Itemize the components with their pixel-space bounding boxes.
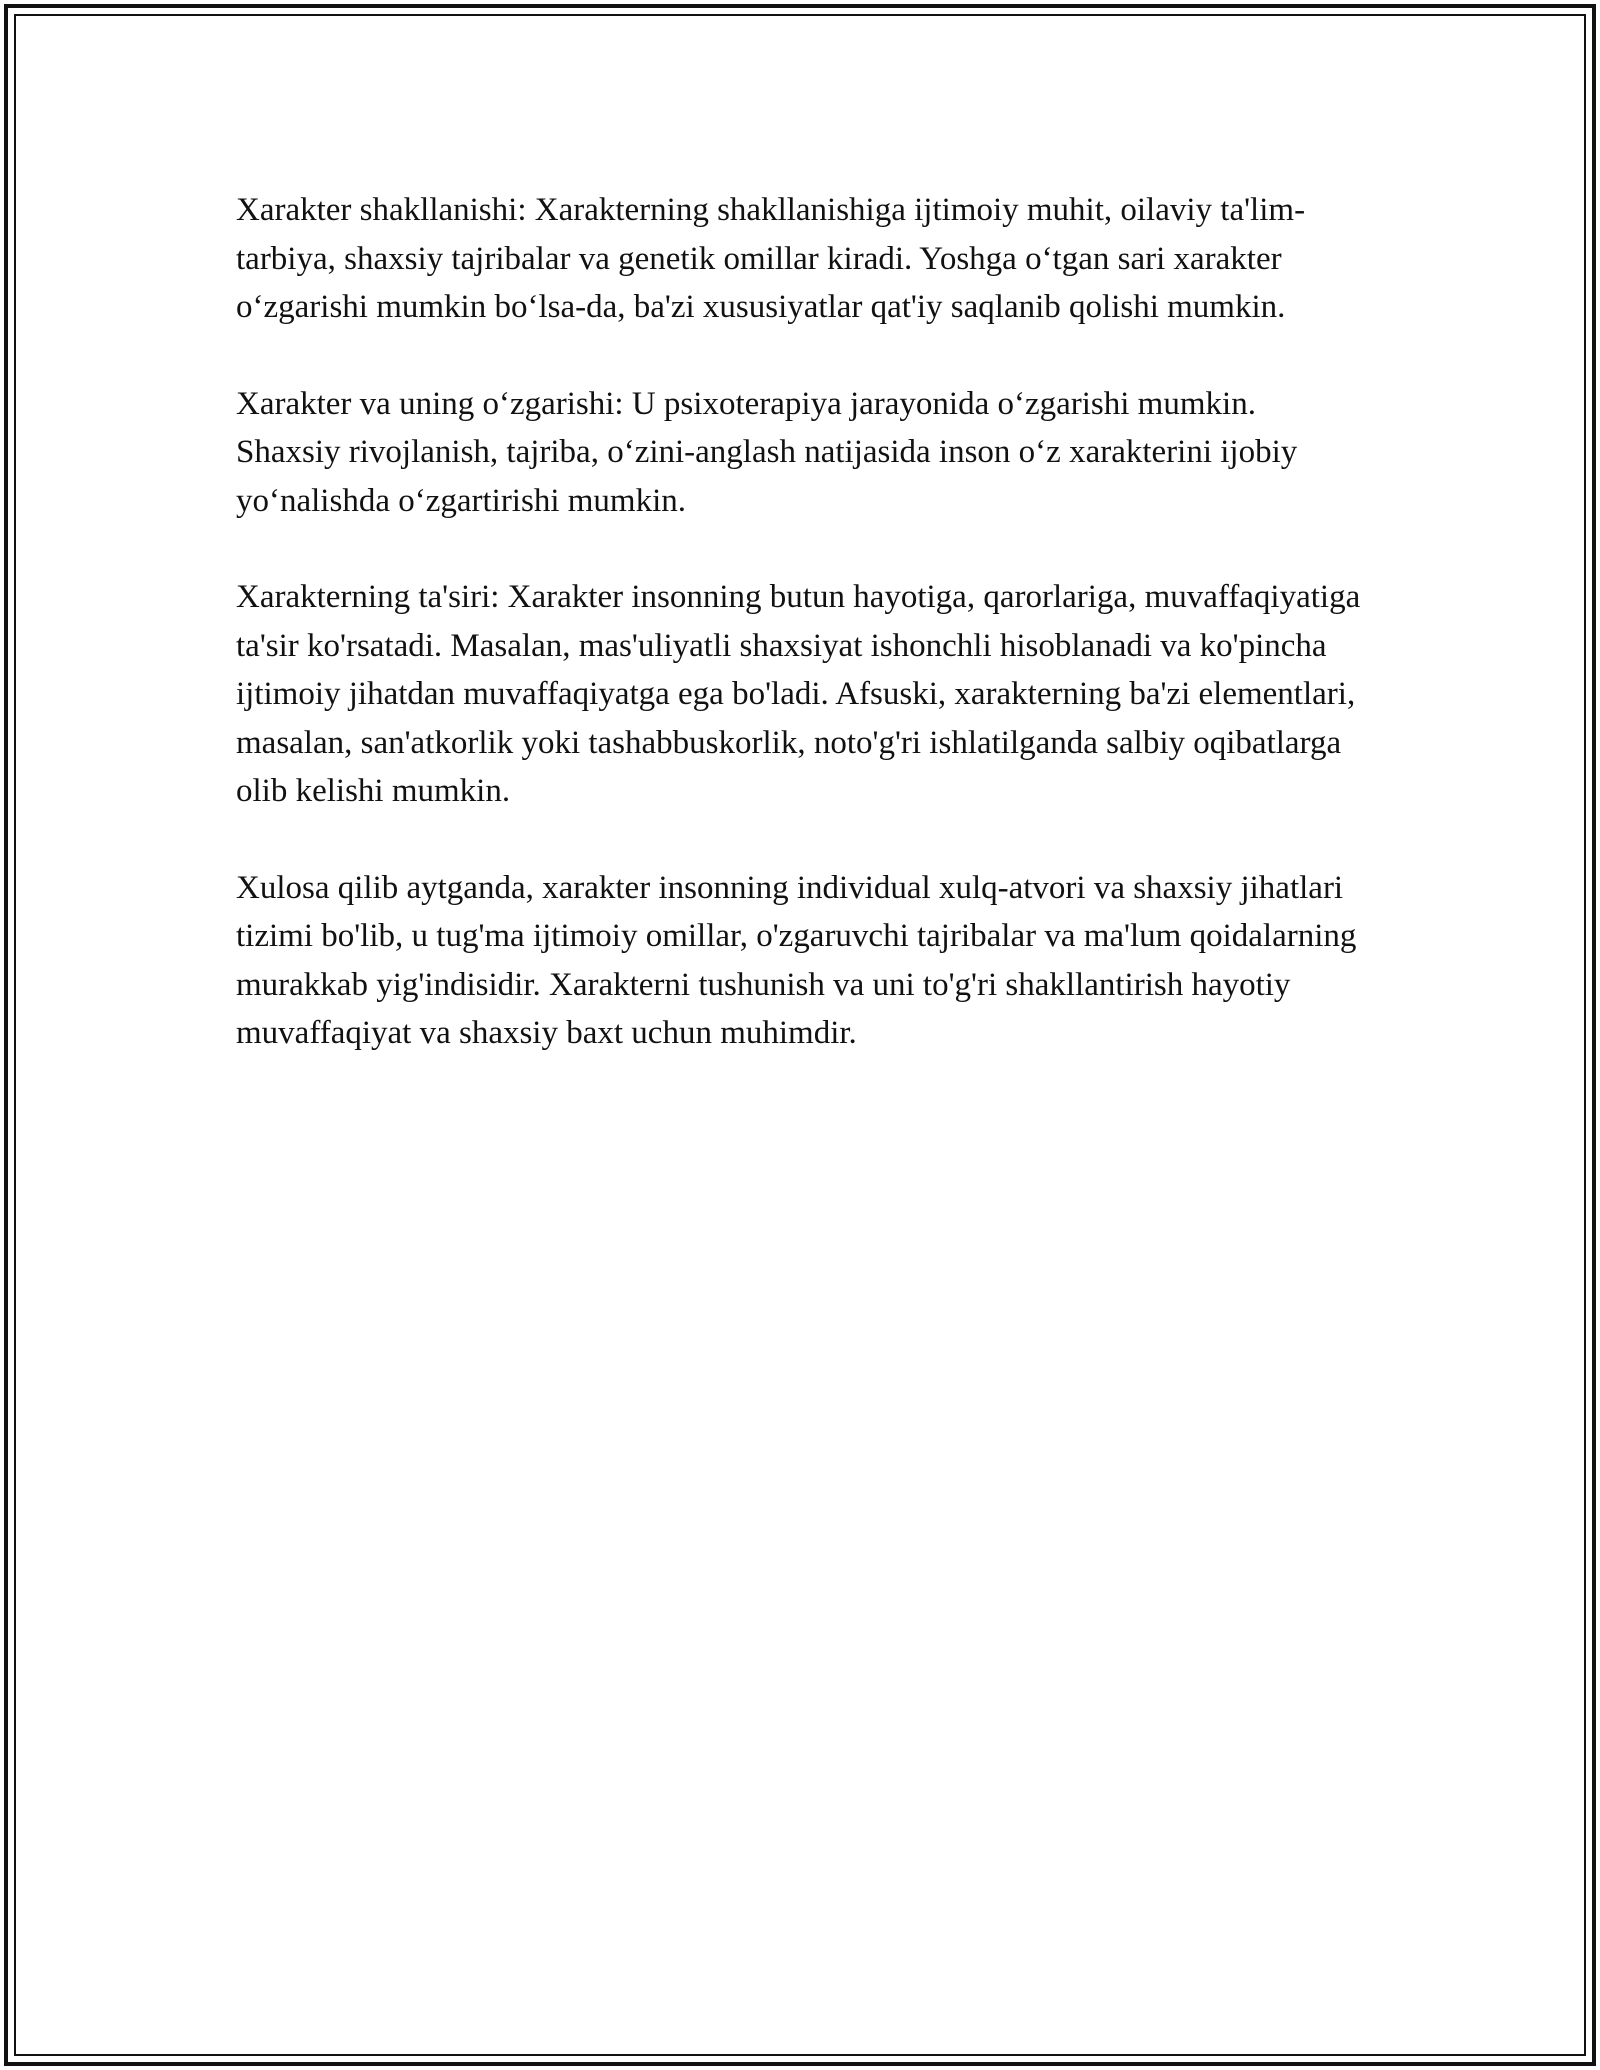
paragraph-character-influence: Xarakterning ta'siri: Xarakter insonning butun hayotiga, qarorlariga, muvaffaqiyatiga ta'sir ko'rsatadi. Masalan, mas'uliyatli shaxsiyat ishonchli hisoblanadi va ko'pincha ijtimoiy jihatdan muvaffaqiyatga ega bo'ladi. Afsuski, xarakterning ba'zi elementlari, masalan, san'atkorlik yoki tashabbuskorlik, noto'g'ri ishlatilganda salbiy oqibatlarga olib kelishi mumkin. [236,579,1361,809]
document-body [236,186,1366,1106]
paragraph-character-change: Xarakter va uning o‘zgarishi: U psixoterapiya jarayonida o‘zgarishi mumkin. Shaxsiy rivojlanish, tajriba, o‘zini-anglash natijasida inson o‘z xarakterini ijobiy yo‘nalishda o‘zgartirishi mumkin. [236,385,1298,519]
paragraph-character-formation: Xarakter shakllanishi: Xarakterning shakllanishiga ijtimoiy muhit, oilaviy ta'lim-tarbiya, shaxsiy tajribalar va genetik omillar kiradi. Yoshga o‘tgan sari xarakter o‘zgarishi mumkin bo‘lsa-da, ba'zi xususiyatlar qat'iy saqlanib qolishi mumkin. [236,192,1306,325]
paragraph-conclusion: Xulosa qilib aytganda, xarakter insonning individual xulq-atvori va shaxsiy jihatlari tizimi bo'lib, u tug'ma ijtimoiy omillar, o'zgaruvchi tajribalar va ma'lum qoidalarning murakkab yig'indisidir. Xarakterni tushunish va uni to'g'ri shakllantirish hayotiy muvaffaqiyat va shaxsiy baxt uchun muhimdir. [236,869,1357,1051]
